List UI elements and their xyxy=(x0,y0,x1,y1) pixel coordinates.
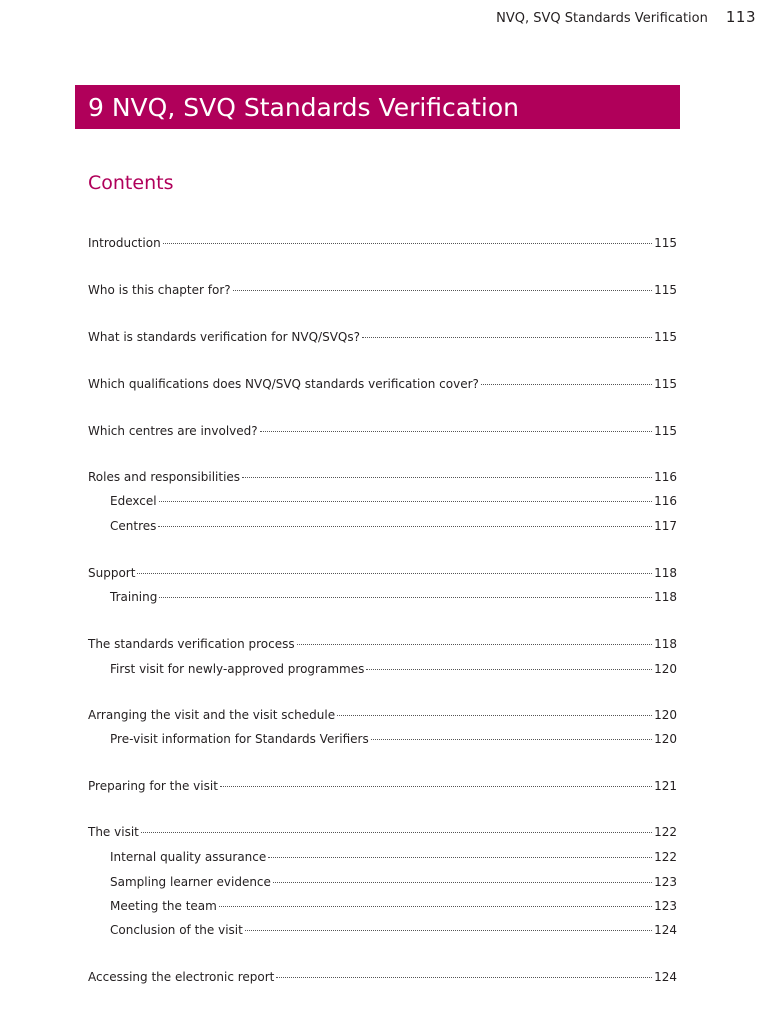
running-header xyxy=(496,8,756,26)
page-number: 113 xyxy=(725,8,756,26)
toc-entry-page: 120 xyxy=(654,662,677,676)
toc-entry[interactable] xyxy=(88,279,677,297)
toc-entry[interactable] xyxy=(88,704,677,722)
dot-leader xyxy=(366,655,652,670)
dot-leader xyxy=(337,701,652,716)
toc-entry-page: 124 xyxy=(654,923,677,937)
toc-entry-page: 118 xyxy=(654,566,677,580)
dot-leader xyxy=(233,276,652,291)
dot-leader xyxy=(220,772,652,787)
toc-entry-page: 117 xyxy=(654,519,677,533)
contents-heading: Contents xyxy=(88,172,174,194)
toc-entry[interactable] xyxy=(88,373,677,391)
toc-entry-title: Sampling learner evidence xyxy=(110,875,271,889)
toc-entry-page: 118 xyxy=(654,637,677,651)
dot-leader xyxy=(163,229,652,244)
dot-leader xyxy=(159,583,652,598)
toc-entry[interactable] xyxy=(110,586,677,604)
toc-entry-title: Accessing the electronic report xyxy=(88,970,275,984)
toc-entry[interactable] xyxy=(88,821,677,839)
toc-entry-page: 115 xyxy=(654,283,677,297)
toc-entry[interactable] xyxy=(110,515,677,533)
toc-entry[interactable] xyxy=(110,490,677,508)
toc-entry[interactable] xyxy=(88,420,677,438)
toc-entry[interactable] xyxy=(88,326,677,344)
toc-entry-title: Preparing for the visit xyxy=(88,779,218,793)
toc-entry-title: The standards verification process xyxy=(88,637,295,651)
toc-entry-page: 118 xyxy=(654,590,677,604)
toc-entry-title: Centres xyxy=(110,519,157,533)
toc-entry-title: Internal quality assurance xyxy=(110,850,267,864)
toc-entry-page: 124 xyxy=(654,970,677,984)
toc-entry-page: 115 xyxy=(654,424,677,438)
toc-entry-title: First visit for newly-approved programmes xyxy=(110,662,365,676)
toc-entry[interactable] xyxy=(110,728,677,746)
toc-entry-title: Which qualifications does NVQ/SVQ standards verification cover? xyxy=(88,377,479,391)
dot-leader xyxy=(362,323,652,338)
toc-entry-title: Who is this chapter for? xyxy=(88,283,231,297)
toc-entry-page: 115 xyxy=(654,377,677,391)
toc-entry-title: The visit xyxy=(88,825,139,839)
toc-entry-page: 120 xyxy=(654,708,677,722)
toc-entry[interactable] xyxy=(110,846,677,864)
toc-entry-title: Arranging the visit and the visit schedule xyxy=(88,708,336,722)
toc-entry-page: 116 xyxy=(654,494,677,508)
dot-leader xyxy=(260,417,652,432)
toc-entry-page: 123 xyxy=(654,875,677,889)
toc-entry[interactable] xyxy=(88,466,677,484)
dot-leader xyxy=(141,818,652,833)
dot-leader xyxy=(137,559,652,574)
toc-entry-title: Training xyxy=(110,590,158,604)
dot-leader xyxy=(158,512,652,527)
toc-entry[interactable] xyxy=(88,633,677,651)
toc-entry-page: 120 xyxy=(654,732,677,746)
toc-entry[interactable] xyxy=(88,775,677,793)
toc-entry-title: Which centres are involved? xyxy=(88,424,258,438)
toc-entry-page: 115 xyxy=(654,330,677,344)
dot-leader xyxy=(297,630,652,645)
toc-entry[interactable] xyxy=(110,658,677,676)
toc-entry-page: 115 xyxy=(654,236,677,250)
toc-entry-title: Pre-visit information for Standards Verifiers xyxy=(110,732,369,746)
toc-entry-title: Edexcel xyxy=(110,494,157,508)
dot-leader xyxy=(268,843,652,858)
toc-entry-title: Roles and responsibilities xyxy=(88,470,241,484)
toc-entry-title: Introduction xyxy=(88,236,161,250)
toc-entry-title: Support xyxy=(88,566,136,580)
running-title: NVQ, SVQ Standards Verification xyxy=(496,11,708,26)
toc-entry-page: 122 xyxy=(654,825,677,839)
chapter-title-banner xyxy=(75,85,680,129)
toc-entry-title: Conclusion of the visit xyxy=(110,923,243,937)
toc-entry-page: 123 xyxy=(654,899,677,913)
toc-entry[interactable] xyxy=(88,966,677,984)
toc-entry[interactable] xyxy=(110,919,677,937)
toc-entry-title: Meeting the team xyxy=(110,899,217,913)
dot-leader xyxy=(481,370,652,385)
toc-entry[interactable] xyxy=(110,871,677,889)
toc-entry-page: 116 xyxy=(654,470,677,484)
dot-leader xyxy=(276,963,652,978)
toc-entry[interactable] xyxy=(88,562,677,580)
dot-leader xyxy=(242,463,652,478)
chapter-title: 9 NVQ, SVQ Standards Verification xyxy=(88,92,519,122)
dot-leader xyxy=(159,487,653,502)
dot-leader xyxy=(371,725,652,740)
toc-entry-title: What is standards verification for NVQ/SVQs? xyxy=(88,330,360,344)
toc-entry-page: 122 xyxy=(654,850,677,864)
dot-leader xyxy=(219,892,652,907)
toc-entry[interactable] xyxy=(110,895,677,913)
toc-entry[interactable] xyxy=(88,232,677,250)
toc-entry-page: 121 xyxy=(654,779,677,793)
dot-leader xyxy=(245,916,652,931)
dot-leader xyxy=(273,868,652,883)
